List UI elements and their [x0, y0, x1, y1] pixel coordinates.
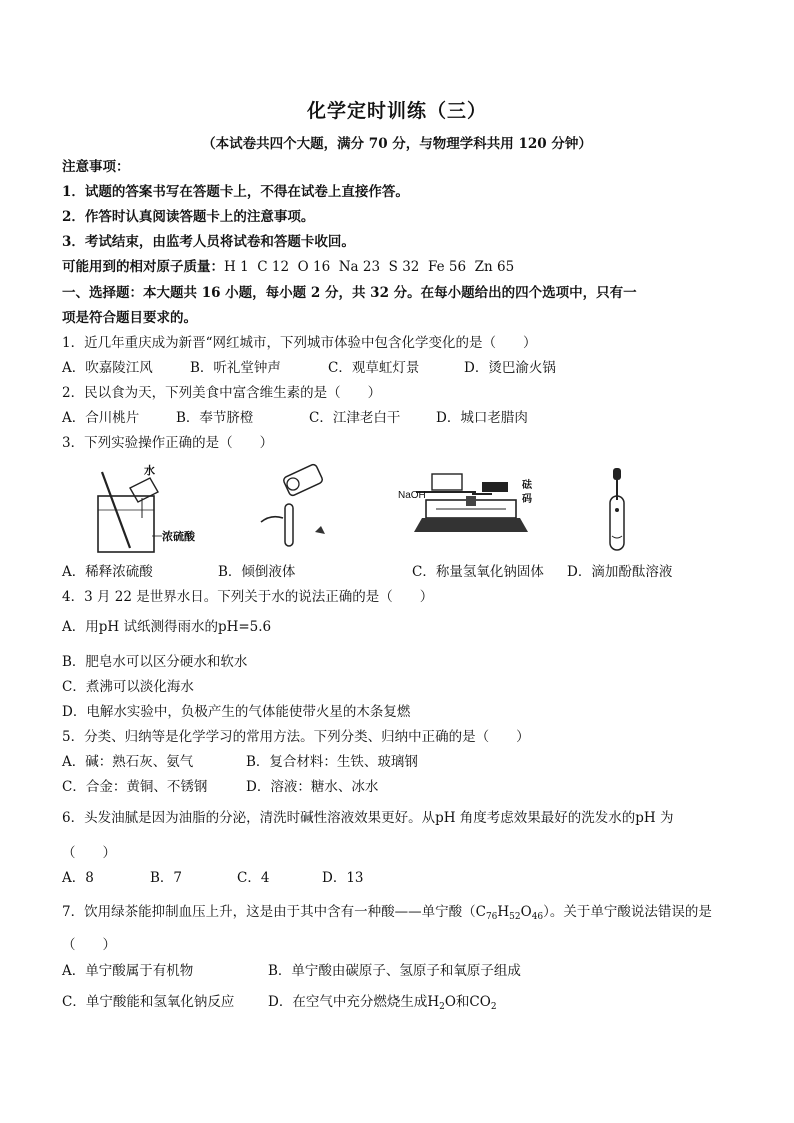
formula-co2: CO [469, 994, 491, 1010]
figure-balance [396, 468, 546, 548]
q7-stem-pre: 7．饮用绿茶能抑制血压上升，这是由于其中含有一种酸——单宁酸（ [62, 904, 476, 920]
q6-option-b: B．7 [150, 870, 183, 886]
q5-option-b: B．复合材料：生铁、玻璃钢 [246, 754, 418, 770]
q5-option-c: C．合金：黄铜、不锈钢 [62, 779, 208, 795]
q6-paren: （ ） [62, 845, 116, 861]
figure-label-weight-1: 砝 [522, 480, 532, 491]
q3-stem: 3．下列实验操作正确的是（ ） [62, 435, 274, 451]
atomic-mass-line [62, 258, 514, 276]
q7-option-b: B．单宁酸由碳原子、氢原子和氧原子组成 [268, 963, 521, 979]
q4-option-a: A．用pH 试纸测得雨水的pH=5.6 [62, 619, 272, 635]
figure-dilute-acid [90, 458, 200, 558]
figure-label-naoh: NaOH [398, 490, 426, 501]
q4-stem: 4．3 月 22 是世界水日。下列关于水的说法正确的是（ ） [62, 589, 434, 605]
notice-item-3: 3．考试结束，由监考人员将试卷和答题卡收回。 [62, 234, 355, 250]
q4-option-b: B．肥皂水可以区分硬水和软水 [62, 654, 248, 670]
figure-label-acid: 浓硫酸 [162, 530, 195, 543]
formula-c: C [475, 904, 486, 920]
notice-item-2: 2．作答时认真阅读答题卡上的注意事项。 [62, 209, 315, 225]
figure-dropper [598, 466, 638, 556]
q7-option-d-and: 和 [455, 994, 470, 1010]
q2-stem: 2．民以食为天，下列美食中富含维生素的是（ ） [62, 385, 382, 401]
q3-option-c: C．称量氢氧化钠固体 [412, 564, 544, 580]
section1-heading-line1: 一、选择题：本大题共 16 小题，每小题 2 分，共 32 分。在每小题给出的四个选项中，只有一 [62, 285, 637, 301]
q3-option-d: D．滴加酚酞溶液 [567, 564, 673, 580]
q6-stem: 6．头发油腻是因为油脂的分泌，清洗时碱性溶液效果更好。从pH 角度考虑效果最好的洗发水的pH 为 [62, 810, 674, 826]
notice-heading: 注意事项： [62, 159, 130, 175]
formula-o: O [520, 904, 532, 920]
page-title: 化学定时训练（三） [306, 100, 487, 122]
q2-option-a: A．合川桃片 [62, 410, 140, 426]
q1-option-d: D．烫巴渝火锅 [464, 360, 556, 376]
q7-stem-post: ）。关于单宁酸说法错误的是 [543, 904, 712, 920]
formula-c-count: 76 [485, 912, 498, 922]
formula-h2o-count: 2 [439, 1002, 445, 1012]
figure-label-water: 水 [144, 464, 155, 477]
q5-option-d: D．溶液：糖水、冰水 [246, 779, 379, 795]
q7-option-d [268, 993, 497, 1011]
q6-option-c: C．4 [237, 870, 270, 886]
q6-option-d: D．13 [322, 870, 364, 886]
notice-item-1: 1．试题的答案书写在答题卡上，不得在试卷上直接作答。 [62, 184, 409, 200]
section1-heading-line2: 项是符合题目要求的。 [62, 310, 197, 326]
q7-paren: （ ） [62, 937, 116, 953]
atomic-mass-values: H 1 C 12 O 16 Na 23 S 32 Fe 56 Zn 65 [224, 259, 515, 275]
q6-option-a: A．8 [62, 870, 94, 886]
formula-h2o-o: O [444, 994, 456, 1010]
q4-option-c: C．煮沸可以淡化海水 [62, 679, 194, 695]
q3-option-b: B．倾倒液体 [218, 564, 296, 580]
q1-option-b: B．听礼堂钟声 [190, 360, 281, 376]
page-subtitle: （本试卷共四个大题，满分 70 分，与物理学科共用 120 分钟） [202, 136, 592, 152]
figure-pour-liquid [255, 462, 335, 552]
q7-option-c: C．单宁酸能和氢氧化钠反应 [62, 994, 235, 1010]
q1-option-a: A．吹嘉陵江风 [62, 360, 153, 376]
q2-option-d: D．城口老腊肉 [436, 410, 528, 426]
q7-formula [476, 904, 544, 920]
q7-option-a: A．单宁酸属于有机物 [62, 963, 194, 979]
formula-h-count: 52 [509, 912, 521, 922]
atomic-mass-label: 可能用到的相对原子质量： [62, 259, 224, 275]
q3-option-a: A．稀释浓硫酸 [62, 564, 153, 580]
q2-option-b: B．奉节脐橙 [176, 410, 254, 426]
q7-stem [62, 903, 712, 921]
q4-option-d: D．电解水实验中，负极产生的气体能使带火星的木条复燃 [62, 704, 411, 720]
q5-option-a: A．碱：熟石灰、氨气 [62, 754, 194, 770]
formula-o-count: 46 [531, 912, 544, 922]
q5-stem: 5．分类、归纳等是化学学习的常用方法。下列分类、归纳中正确的是（ ） [62, 729, 530, 745]
formula-h2o-h: H [427, 994, 440, 1010]
q7-option-d-text: D．在空气中充分燃烧生成 [268, 994, 428, 1010]
q1-option-c: C．观草虹灯景 [328, 360, 420, 376]
formula-h: H [497, 904, 510, 920]
q1-stem: 1．近几年重庆成为新晋“网红城市，下列城市体验中包含化学变化的是（ ） [62, 335, 537, 351]
q2-option-c: C．江津老白干 [309, 410, 401, 426]
figure-label-weight-2: 码 [522, 494, 532, 505]
formula-co2-count: 2 [490, 1002, 497, 1012]
